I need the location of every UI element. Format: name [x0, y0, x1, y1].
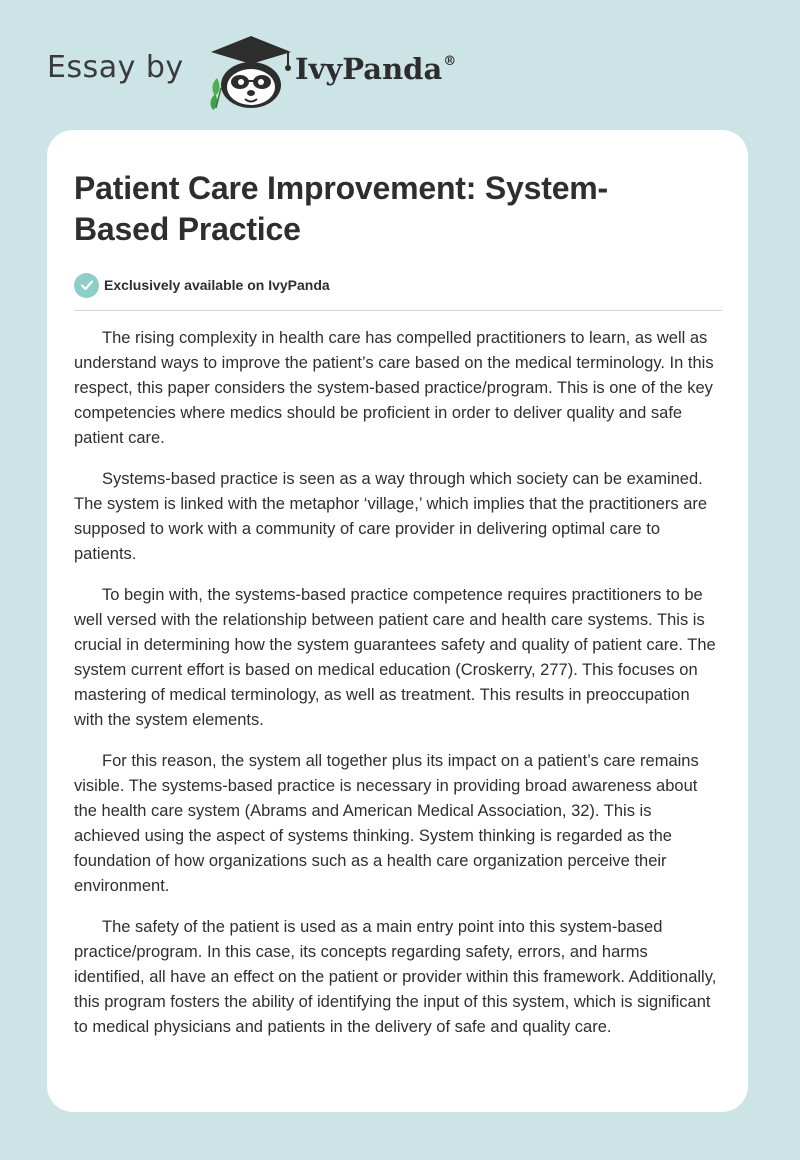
brand-name[interactable] — [295, 52, 456, 86]
paragraph: The rising complexity in health care has compelled practitioners to learn, as well as understand ways to improve the patient’s care based on the medical terminology. In this respect, this paper considers the system-based practice/program. This is one of the key competencies where medics should be proficient in order to deliver quality and safe patient care. — [74, 329, 714, 447]
paragraph: To begin with, the systems-based practice competence requires practitioners to be well versed with the relationship between patient care and health care systems. This is crucial in determining how the system guarantees safety and quality of patient care. The system current effort is based on medical education (Croskerry, 277). This focuses on mastering of medical terminology, as well as treatment. This results in preoccupation with the system elements. — [74, 586, 716, 729]
check-icon — [74, 273, 99, 298]
divider — [74, 310, 722, 311]
essay-body — [74, 326, 722, 1040]
page-title: Patient Care Improvement: System-Based Practice — [74, 170, 609, 247]
registered-mark: ® — [443, 54, 457, 69]
paragraph: For this reason, the system all together plus its impact on a patient’s care remains visible. The systems-based practice is necessary in providing broad awareness about the health care system (Abrams and American Medical Association, 32). This is achieved using the aspect of systems thinking. System thinking is regarded as the foundation of how organizations such as a health care organization perceive their environment. — [74, 752, 699, 895]
paragraph: The safety of the patient is used as a main entry point into this system-based practice/program. In this case, its concepts regarding safety, errors, and harms identified, all have an effect on the patient or provider within this framework. Additionally, this program fosters the ability of identifying the input of this system, which is significant to medical physicians and patients in the delivery of safe and quality care. — [74, 918, 717, 1036]
essay-by-label: Essay by — [47, 50, 184, 85]
brand-text: IvyPanda — [295, 52, 443, 86]
paragraph: Systems-based practice is seen as a way through which society can be examined. The system is linked with the metaphor ‘village,’ which implies that the practitioners are supposed to work with a community of care provider in delivering optimal care to patients. — [74, 470, 708, 563]
site-header — [47, 30, 487, 110]
ivypanda-logo-icon[interactable] — [203, 30, 299, 110]
essay-card — [47, 130, 748, 1112]
exclusive-badge — [74, 271, 722, 299]
exclusive-badge-label: Exclusively available on IvyPanda — [104, 277, 330, 293]
